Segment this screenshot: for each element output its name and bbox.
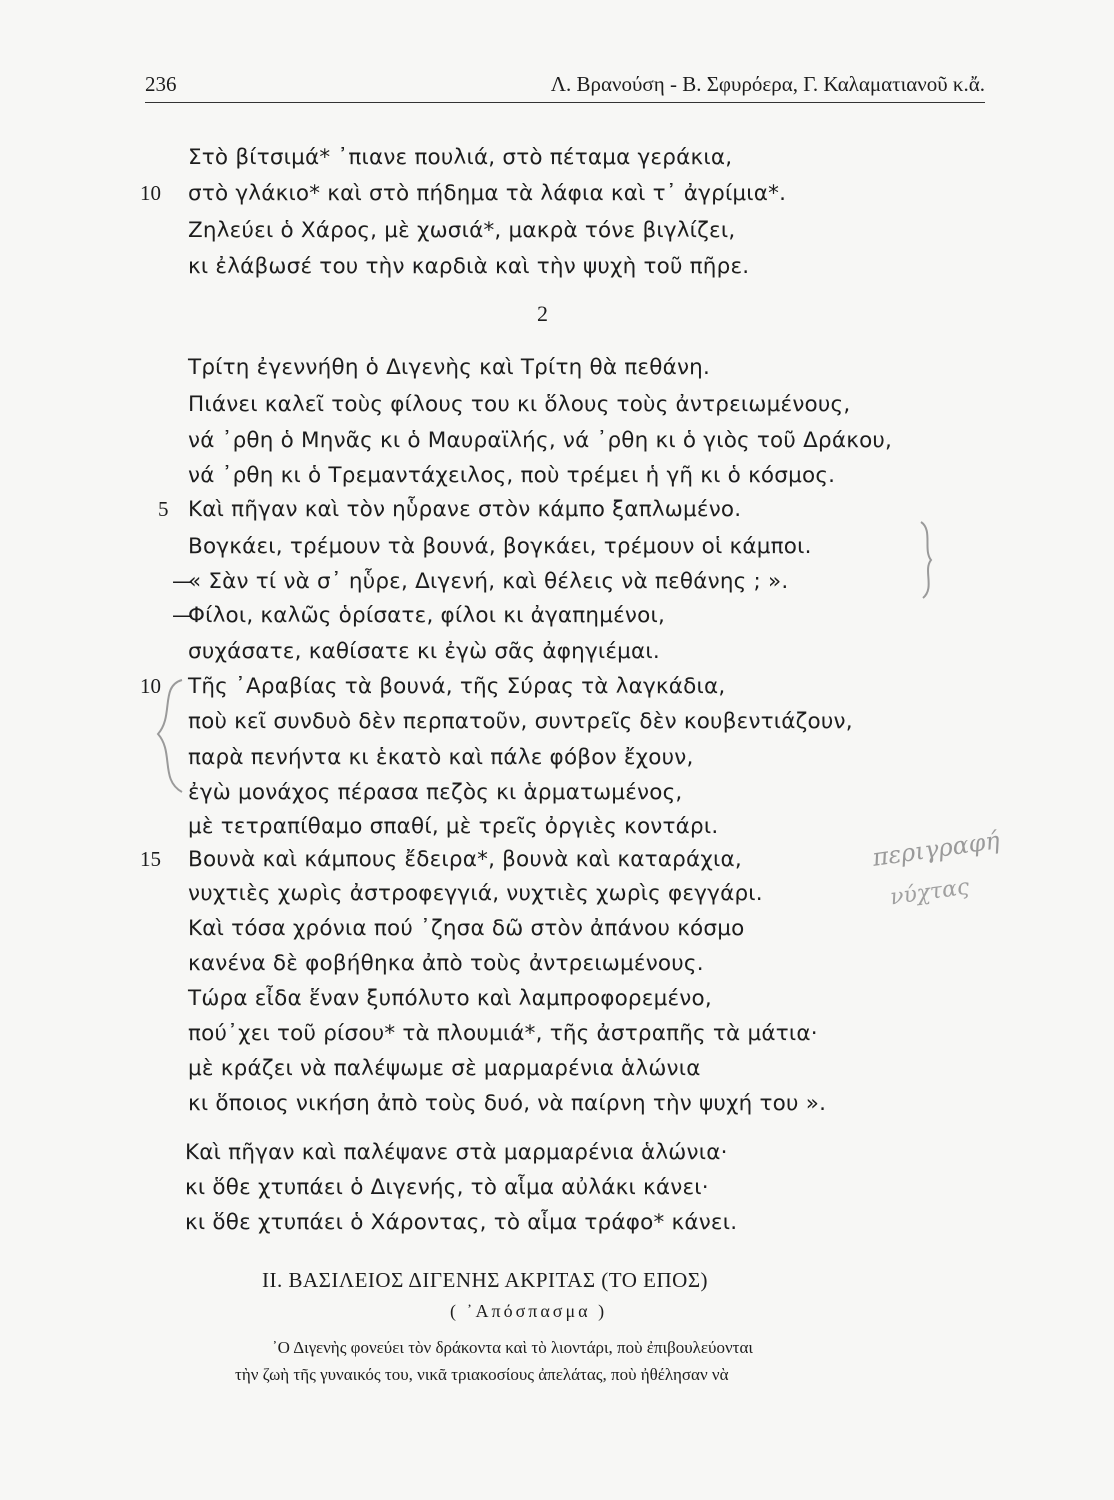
section-summary-line: ᾽Ο Διγενὴς φονεύει τὸν δράκοντα καὶ τὸ λιοντάρι, ποὺ ἐπιβουλεύονται bbox=[272, 1338, 753, 1357]
section-number: 2 bbox=[537, 301, 548, 326]
poem-line: μὲ τετραπίθαμο σπαθί, μὲ τρεῖς ὀργιὲς κοντάρι. bbox=[188, 814, 719, 839]
section-subtitle: ( ᾽Απόσπασμα ) bbox=[450, 1301, 608, 1321]
poem-line: νά ᾽ρθη ὁ Μηνᾶς κι ὁ Μαυραϊλής, νά ᾽ρθη κι ὁ γιὸς τοῦ Δράκου, bbox=[188, 428, 893, 453]
dialogue-dash: — bbox=[172, 603, 193, 627]
line-number: 5 bbox=[158, 497, 169, 521]
handwritten-margin-note: περιγραφή bbox=[870, 826, 1002, 872]
page-header bbox=[145, 72, 985, 103]
poem-line: Βογκάει, τρέμουν τὰ βουνά, βογκάει, τρέμουν οἱ κάμποι. bbox=[188, 534, 812, 559]
line-number: 15 bbox=[140, 847, 161, 871]
poem-line: πού᾽χει τοῦ ρίσου* τὰ πλουμιά*, τῆς ἀστραπῆς τὰ μάτια· bbox=[188, 1021, 818, 1046]
dialogue-dash: — bbox=[172, 569, 193, 593]
poem-line: στὸ γλάκιο* καὶ στὸ πήδημα τὰ λάφια καὶ τ᾽ ἀγρίμια*. bbox=[188, 181, 787, 206]
poem-line: Στὸ βίτσιμά* ᾽πιανε πουλιά, στὸ πέταμα γεράκια, bbox=[188, 145, 733, 170]
poem-line: κανένα δὲ φοβήθηκα ἀπὸ τοὺς ἀντρειωμένους. bbox=[188, 951, 704, 976]
poem-line: κι ἐλάβωσέ του τὴν καρδιὰ καὶ τὴν ψυχὴ τοῦ πῆρε. bbox=[188, 254, 750, 279]
poem-line: νά ᾽ρθη κι ὁ Τρεμαντάχειλος, ποὺ τρέμει ἡ γῆ κι ὁ κόσμος. bbox=[188, 463, 836, 488]
section-title: ΙΙ. ΒΑΣΙΛΕΙΟΣ ΔΙΓΕΝΗΣ ΑΚΡΙΤΑΣ (ΤΟ ΕΠΟΣ) bbox=[262, 1268, 709, 1292]
line-number: 10 bbox=[140, 181, 161, 205]
poem-line: Καὶ πῆγαν καὶ παλέψανε στὰ μαρμαρένια ἁλώνια· bbox=[185, 1140, 728, 1165]
poem-line: ἐγὼ μονάχος πέρασα πεζὸς κι ἁρματωμένος, bbox=[188, 780, 683, 805]
poem-line: Πιάνει καλεῖ τοὺς φίλους του κι ὅλους τοὺς ἀντρειωμένους, bbox=[188, 392, 851, 417]
poem-line: μὲ κράζει νὰ παλέψωμε σὲ μαρμαρένια ἁλώνια bbox=[188, 1056, 701, 1081]
poem-line: συχάσατε, καθίσατε κι ἐγὼ σᾶς ἀφηγιέμαι. bbox=[188, 639, 660, 664]
running-title: Λ. Βρανούση - Β. Σφυρόερα, Γ. Καλαματιανοῦ κ.ἄ. bbox=[550, 72, 985, 96]
poem-line: κι ὅποιος νικήση ἀπὸ τοὺς δυό, νὰ παίρνη τὴν ψυχή του ». bbox=[188, 1091, 827, 1116]
poem-line: Τρίτη ἐγεννήθη ὁ Διγενὴς καὶ Τρίτη θὰ πεθάνη. bbox=[188, 355, 711, 380]
poem-line: Φίλοι, καλῶς ὁρίσατε, φίλοι κι ἀγαπημένοι, bbox=[188, 603, 665, 628]
page-number: 236 bbox=[145, 72, 177, 96]
poem-line: κι ὅθε χτυπάει ὁ Χάροντας, τὸ αἷμα τράφο* κάνει. bbox=[185, 1210, 738, 1235]
poem-line: Καὶ τόσα χρόνια πού ᾽ζησα δῶ στὸν ἀπάνου κόσμο bbox=[188, 916, 745, 941]
poem-line: παρὰ πενήντα κι ἑκατὸ καὶ πάλε φόβον ἔχουν, bbox=[188, 745, 694, 770]
line-number: 10 bbox=[140, 674, 161, 698]
section-summary-line: τὴν ζωὴ τῆς γυναικός του, νικᾶ τριακοσίους ἀπελάτας, ποὺ ἠθέλησαν νὰ bbox=[235, 1365, 729, 1384]
poem-line: νυχτιὲς χωρὶς ἀστροφεγγιά, νυχτιὲς χωρὶς φεγγάρι. bbox=[188, 881, 763, 906]
handwritten-margin-note: νύχτας bbox=[888, 874, 971, 911]
poem-line: Βουνὰ καὶ κάμπους ἔδειρα*, βουνὰ καὶ καταράχια, bbox=[188, 847, 742, 872]
poem-line: « Σὰν τί νὰ σ᾽ ηὗρε, Διγενή, καὶ θέλεις νὰ πεθάνης ; ». bbox=[188, 569, 789, 594]
poem-line: Καὶ πῆγαν καὶ τὸν ηὗρανε στὸν κάμπο ξαπλωμένο. bbox=[188, 497, 742, 522]
pencil-brace-icon bbox=[150, 676, 190, 796]
poem-line: κι ὅθε χτυπάει ὁ Διγενής, τὸ αἷμα αὐλάκι κάνει· bbox=[185, 1175, 709, 1200]
poem-line: Τῆς ᾽Αραβίας τὰ βουνά, τῆς Σύρας τὰ λαγκάδια, bbox=[188, 674, 726, 699]
poem-line: Τώρα εἶδα ἕναν ξυπόλυτο καὶ λαμπροφορεμένο, bbox=[188, 986, 712, 1011]
poem-line: Ζηλεύει ὁ Χάρος, μὲ χωσιά*, μακρὰ τόνε βιγλίζει, bbox=[188, 218, 736, 243]
poem-line: ποὺ κεῖ συνδυὸ δὲν περπατοῦν, συντρεῖς δὲν κουβεντιάζουν, bbox=[188, 709, 853, 734]
pencil-brace-icon bbox=[915, 520, 945, 600]
